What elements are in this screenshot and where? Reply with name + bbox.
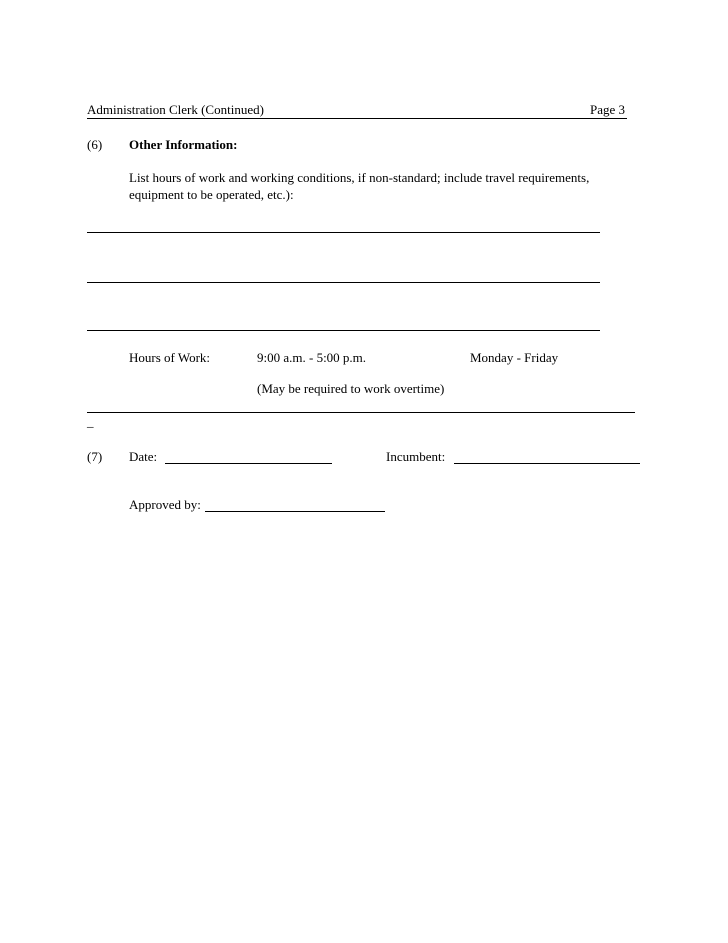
date-field[interactable]	[165, 463, 332, 464]
incumbent-field[interactable]	[454, 463, 640, 464]
section-6-instruction-line-1: List hours of work and working conditions, if non-standard; include travel requirements,	[129, 170, 590, 185]
approved-by-label: Approved by:	[129, 497, 201, 512]
hours-separator-tail: _	[87, 414, 94, 429]
hours-of-work-days: Monday - Friday	[470, 350, 559, 365]
other-info-blank-line-1[interactable]	[87, 232, 600, 233]
page-header	[87, 102, 627, 119]
other-info-blank-line-2[interactable]	[87, 282, 600, 283]
section-6-heading: Other Information:	[129, 137, 238, 152]
hours-of-work-time: 9:00 a.m. - 5:00 p.m.	[257, 350, 367, 365]
other-info-blank-line-3[interactable]	[87, 330, 600, 331]
hours-separator-line	[87, 412, 635, 413]
section-6-number: (6)	[87, 137, 103, 152]
overtime-note: (May be required to work overtime)	[257, 381, 445, 396]
section-7-number: (7)	[87, 449, 103, 464]
approved-by-field[interactable]	[205, 511, 385, 512]
section-6-instruction-line-2: equipment to be operated, etc.):	[129, 187, 294, 202]
document-title: Administration Clerk (Continued)	[87, 102, 264, 117]
incumbent-label: Incumbent:	[386, 449, 446, 464]
page-number: Page 3	[589, 102, 625, 117]
hours-of-work-label: Hours of Work:	[129, 350, 211, 365]
date-label: Date:	[129, 449, 158, 464]
